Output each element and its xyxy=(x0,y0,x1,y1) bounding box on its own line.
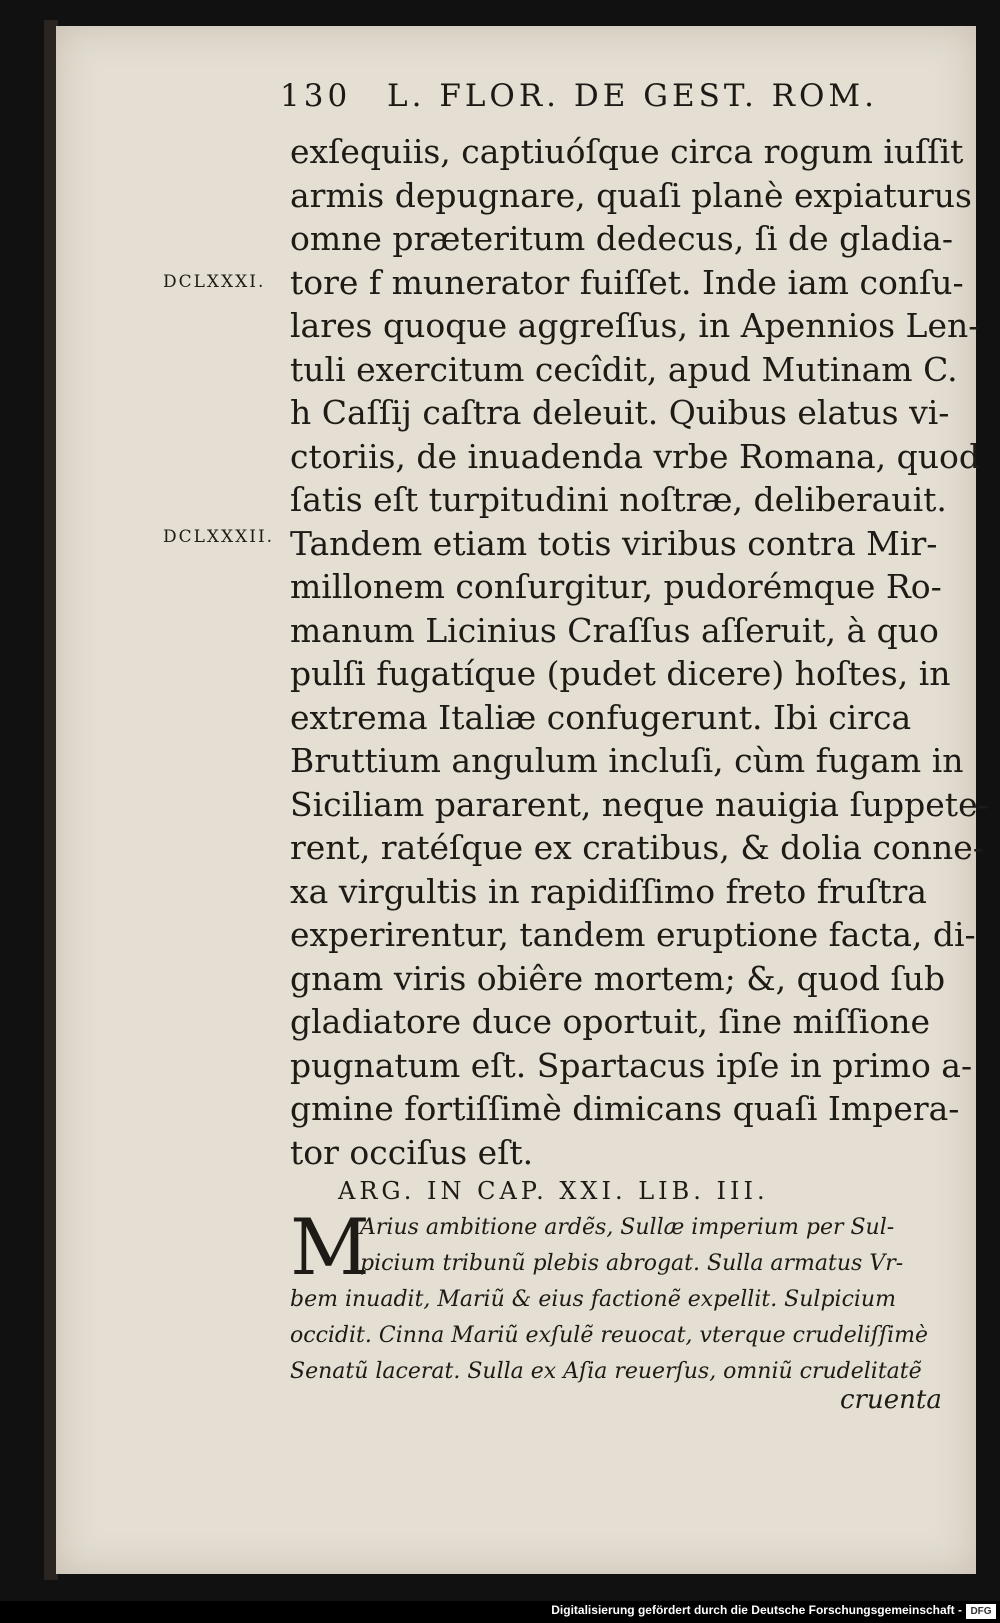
text-line: omne præteritum dedecus, ſi de gladia- xyxy=(290,219,953,258)
text-line: xa virgultis in rapidiſſimo freto fruſtra xyxy=(290,871,927,911)
margin-note-year-1: DCLXXXI. xyxy=(163,272,266,292)
text-line: ſatis eſt turpitudini noſtræ, deliberauit. xyxy=(290,480,947,519)
summary-line: bem inuadit, Mariũ & eius factionẽ expellit. Sulpicium xyxy=(290,1287,896,1312)
text-line: exſequiis, captiuóſque circa rogum iuſſit xyxy=(290,132,964,171)
text-line: Tandem etiam totis viribus contra Mir- xyxy=(290,523,938,563)
text-line: gladiatore duce oportuit, ſine miſſione xyxy=(290,1002,930,1041)
summary-line: occidit. Cinna Mariũ exſulẽ reuocat, vterque crudeliſſimè xyxy=(290,1323,928,1348)
text-line: pugnatum eſt. Spartacus ipſe in primo a- xyxy=(290,1045,973,1085)
text-line: millonem conſurgitur, pudorémque Ro- xyxy=(290,567,942,606)
summary-line: Senatũ lacerat. Sulla ex Aſia reuerſus, omniũ crudelitatẽ xyxy=(290,1359,922,1384)
page-number: 130 xyxy=(280,78,352,114)
argument-summary xyxy=(290,1203,940,1390)
argument-title: ARG. IN CAP. XXI. LIB. III. xyxy=(338,1177,769,1205)
drop-cap: M xyxy=(290,1203,370,1293)
body-text xyxy=(290,130,989,1174)
text-line: tor occiſus eſt. xyxy=(290,1132,534,1172)
text-line: gmine fortiſſimè dimicans quaſi Impera- xyxy=(290,1089,960,1128)
text-line: experirentur, tandem eruptione facta, di- xyxy=(290,915,976,954)
text-line: rent, ratéſque ex cratibus, & dolia conne- xyxy=(290,828,984,867)
text-line: extrema Italiæ confugerunt. Ibi circa xyxy=(290,697,912,737)
summary-line: Arius ambitione ardẽs, Sullæ imperium per Sul- xyxy=(360,1215,895,1240)
text-line: lares quoque aggreſſus, in Apennios Len- xyxy=(290,306,980,345)
text-line: gnam viris obiêre mortem; &, quod ſub xyxy=(290,958,946,998)
text-line: Siciliam pararent, neque nauigia ſuppete- xyxy=(290,784,989,824)
funding-notice: Digitalisierung gefördert durch die Deutsche Forschungsgemeinschaft - xyxy=(551,1603,962,1617)
margin-note-year-2: DCLXXXII. xyxy=(163,527,275,547)
catchword: cruenta xyxy=(840,1385,942,1415)
dfg-logo: DFG xyxy=(966,1604,996,1619)
text-line: manum Licinius Craſſus aſſeruit, à quo xyxy=(290,610,939,650)
running-header xyxy=(280,78,880,128)
text-line: armis depugnare, quaſi planè expiaturus xyxy=(290,175,972,215)
text-line: tore f munerator fuiſſet. Inde iam conſu- xyxy=(290,262,964,302)
text-line: tuli exercitum cecîdit, apud Mutinam C. xyxy=(290,349,958,389)
text-line: h Caſſij caſtra deleuit. Quibus elatus vi- xyxy=(290,393,950,432)
text-line: Bruttium angulum incluſi, cùm fugam in xyxy=(290,741,964,780)
text-line: pulſi fugatíque (pudet dicere) hoſtes, in xyxy=(290,654,951,693)
summary-line: picium tribunũ plebis abrogat. Sulla armatus Vr- xyxy=(360,1251,904,1276)
text-line: ctoriis, de inuadenda vrbe Romana, quod xyxy=(290,436,981,476)
running-title: L. FLOR. DE GEST. ROM. xyxy=(387,78,879,114)
